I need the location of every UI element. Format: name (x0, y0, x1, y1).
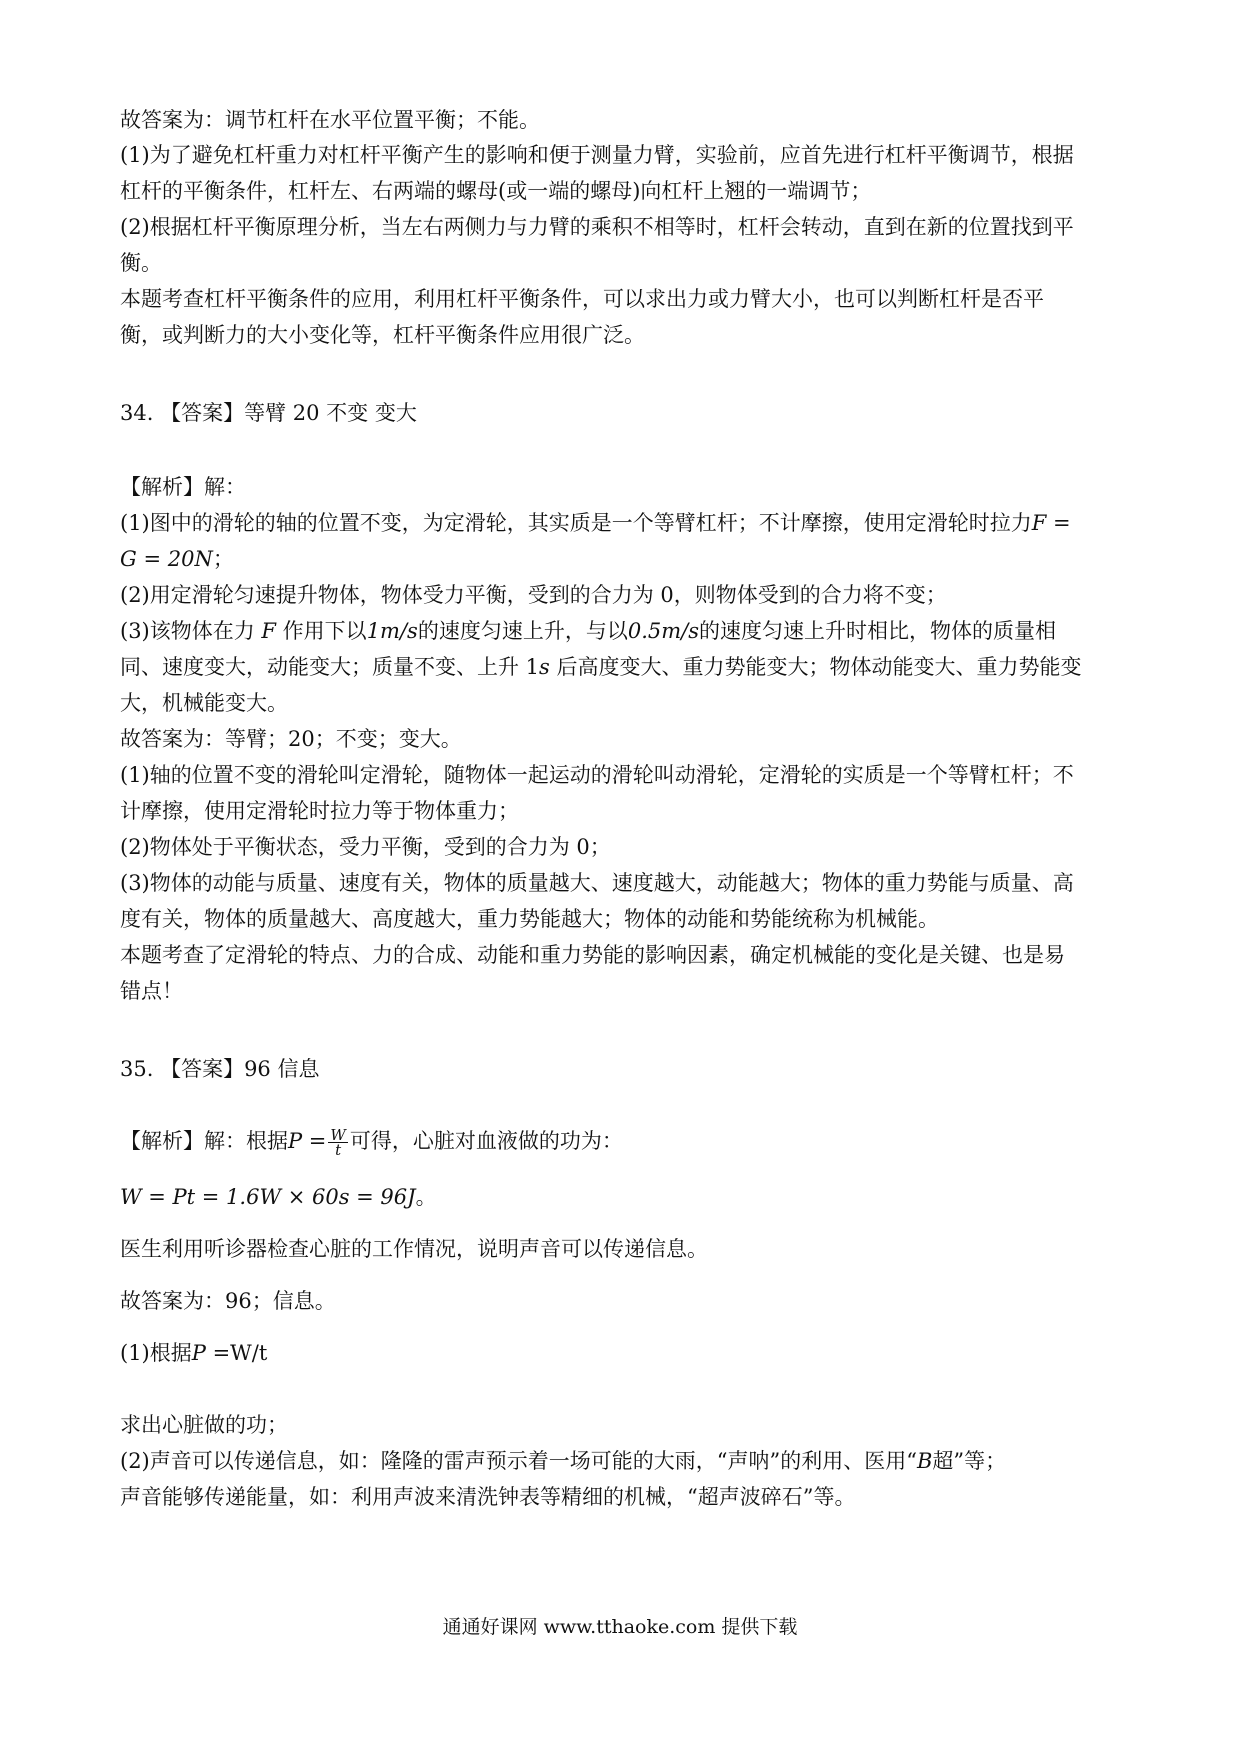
text-line: 求出心脏做的功； (120, 1413, 288, 1437)
text-line: 故答案为：调节杠杆在水平位置平衡；不能。 (120, 108, 540, 132)
text-line: (3)物体的动能与质量、速度有关，物体的质量越大、速度越大，动能越大；物体的重力势能与质量、高 (120, 871, 1074, 895)
text-line: (2)根据杠杆平衡原理分析，当左右两侧力与力臂的乘积不相等时，杠杆会转动，直到在新的位置找到平 (120, 215, 1074, 239)
text-line (120, 1338, 267, 1368)
text-line: 故答案为：等臂；20；不变；变大。 (120, 727, 462, 751)
text-line: 计摩擦，使用定滑轮时拉力等于物体重力； (120, 799, 519, 823)
text-line: 杠杆的平衡条件，杠杆左、右两端的螺母(或一端的螺母)向杠杆上翘的一端调节； (120, 179, 872, 203)
math-expression: F = (1031, 511, 1071, 535)
math-expression: F (261, 619, 276, 643)
text-segment: 超”等； (932, 1449, 1007, 1473)
text-segment: =W/t (205, 1341, 268, 1365)
text-line: 衡。 (120, 251, 162, 275)
text-line: 本题考查杠杆平衡条件的应用，利用杠杆平衡条件，可以求出力或力臂大小，也可以判断杠杆是否平 (120, 287, 1044, 311)
math-expression: G = 20N (120, 547, 213, 571)
text-segment: 的速度匀速上升，与以 (417, 619, 628, 643)
text-line: 医生利用听诊器检查心脏的工作情况，说明声音可以传递信息。 (120, 1237, 708, 1261)
text-line (120, 508, 1071, 538)
math-expression: B (916, 1449, 933, 1473)
text-segment: 的速度匀速上升时相比，物体的质量相 (699, 619, 1056, 643)
analysis-heading-34: 【解析】解： (120, 475, 246, 499)
text-line: 本题考查了定滑轮的特点、力的合成、动能和重力势能的影响因素，确定机械能的变化是关键、也是易 (120, 943, 1065, 967)
text-line: 声音能够传递能量，如：利用声波来清洗钟表等精细的机械，“超声波碎石”等。 (120, 1485, 856, 1509)
text-segment: 作用下以 (276, 619, 367, 643)
text-line (120, 544, 234, 574)
fraction (328, 1128, 347, 1157)
text-segment: 。 (415, 1185, 437, 1209)
text-line (120, 1182, 437, 1212)
text-line: (2)用定滑轮匀速提升物体，物体受力平衡，受到的合力为 0，则物体受到的合力将不变； (120, 583, 947, 607)
text-segment: 同、速度变大，动能变大；质量不变、上升 1 (120, 655, 540, 679)
math-expression: P (191, 1341, 206, 1365)
text-line (120, 1446, 1006, 1476)
answer-34: 34. 【答案】等臂 20 不变 变大 (120, 401, 417, 425)
math-expression: 1m/s (366, 619, 418, 643)
text-line: 大，机械能变大。 (120, 691, 288, 715)
text-line (120, 1126, 623, 1157)
text-line: 度有关，物体的质量越大、高度越大，重力势能越大；物体的动能和势能统称为机械能。 (120, 907, 939, 931)
text-segment: 后高度变大、重力势能变大；物体动能变大、重力势能变 (549, 655, 1082, 679)
math-expression: P = (288, 1129, 327, 1153)
text-line: 错点！ (120, 979, 183, 1003)
text-line (120, 616, 1056, 646)
text-segment: 【解析】解：根据 (120, 1129, 288, 1153)
text-segment: 可得，心脏对血液做的功为： (349, 1129, 623, 1153)
text-segment: (2)声音可以传递信息，如：隆隆的雷声预示着一场可能的大雨，“声呐”的利用、医用“ (120, 1449, 917, 1473)
answer-35: 35. 【答案】96 信息 (120, 1057, 320, 1081)
page-footer: 通通好课网 www.tthaoke.com 提供下载 (442, 1616, 798, 1638)
text-line: (2)物体处于平衡状态，受力平衡，受到的合力为 0； (120, 835, 611, 859)
text-segment: (1)图中的滑轮的轴的位置不变，为定滑轮，其实质是一个等臂杠杆；不计摩擦，使用定滑轮时拉力 (120, 511, 1032, 535)
text-line: 故答案为：96；信息。 (120, 1289, 336, 1313)
math-expression: W = Pt = 1.6W × 60s = 96J (120, 1185, 416, 1209)
text-line (120, 652, 1082, 682)
text-line: (1)轴的位置不变的滑轮叫定滑轮，随物体一起运动的滑轮叫动滑轮，定滑轮的实质是一个等臂杠杆；不 (120, 763, 1074, 787)
fraction-numerator: W (330, 1126, 346, 1144)
text-segment: ； (212, 547, 234, 571)
math-expression: s (539, 655, 550, 679)
text-line: 衡，或判断力的大小变化等，杠杆平衡条件应用很广泛。 (120, 323, 645, 347)
text-segment: (1)根据 (120, 1341, 192, 1365)
text-segment: (3)该物体在力 (120, 619, 262, 643)
text-line: (1)为了避免杠杆重力对杠杆平衡产生的影响和便于测量力臂，实验前，应首先进行杠杆平衡调节，根据 (120, 143, 1074, 167)
math-expression: 0.5m/s (627, 619, 699, 643)
fraction-denominator: t (335, 1141, 342, 1159)
